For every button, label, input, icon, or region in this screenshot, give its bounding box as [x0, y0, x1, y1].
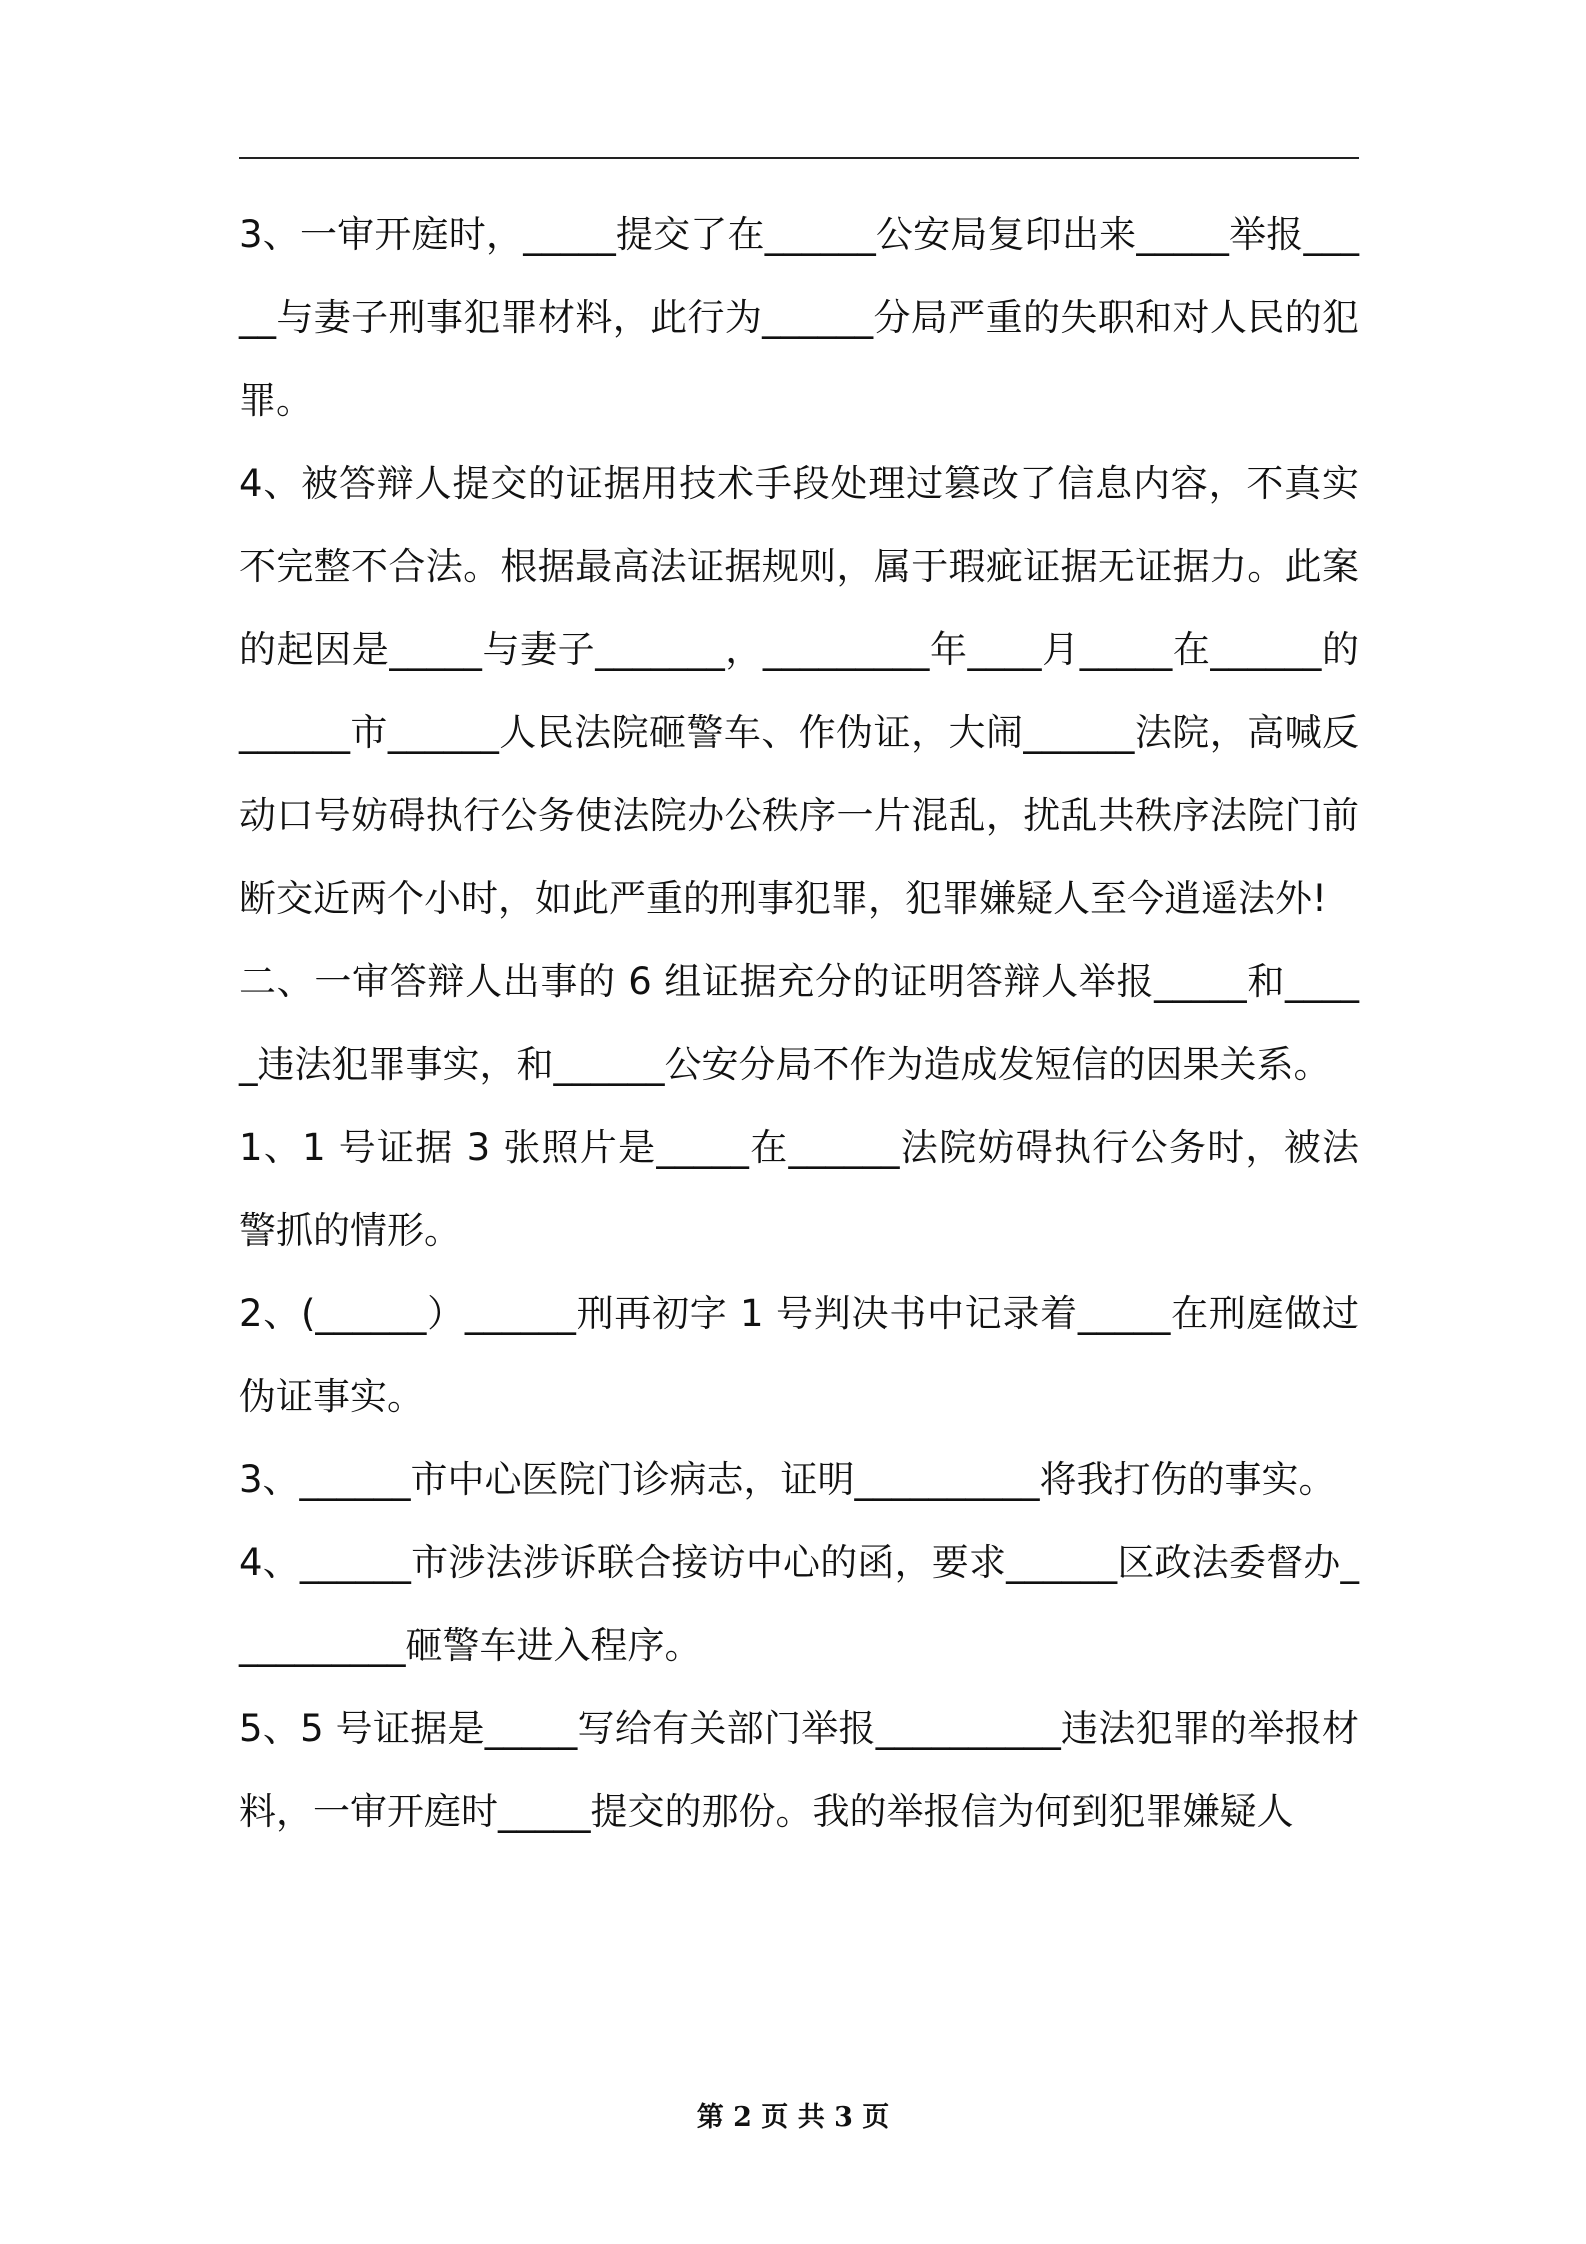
paragraph: 3、______市中心医院门诊病志，证明__________将我打伤的事实。 [239, 1458, 1336, 1501]
document-body [239, 193, 1359, 1853]
paragraph: 4、______市涉法涉诉联合接访中心的函，要求______区政法委督办__________砸警车进入程序。 [239, 1541, 1359, 1667]
page-number: 第 2 页 共 3 页 [696, 2102, 890, 2133]
paragraph: 3、一审开庭时，_____提交了在______公安局复印出来_____举报_____与妻子刑事犯罪材料，此行为______分局严重的失职和对人民的犯罪。 [239, 213, 1359, 422]
paragraph: 4、被答辩人提交的证据用技术手段处理过篡改了信息内容，不真实不完整不合法。根据最高法证据规则，属于瑕疵证据无证据力。此案的起因是_____与妻子_______，_________年____月_____在______的______市______人民法院砸警车、作伪证，大闹______法院，高喊反动口号妨碍执行公务使法院办公秩序一片混乱，扰乱共秩序法院门前断交近两个小时，如此严重的刑事犯罪，犯罪嫌疑人至今逍遥法外! [239, 462, 1359, 920]
paragraph: 2、(______）______刑再初字 1 号判决书中记录着_____在刑庭做过伪证事实。 [239, 1292, 1359, 1418]
paragraph: 二、一审答辩人出事的 6 组证据充分的证明答辩人举报_____和_____违法犯罪事实，和______公安分局不作为造成发短信的因果关系。 [239, 960, 1359, 1086]
paragraph: 5、5 号证据是_____写给有关部门举报__________违法犯罪的举报材料，一审开庭时_____提交的那份。我的举报信为何到犯罪嫌疑人 [239, 1707, 1359, 1833]
header-rule [239, 157, 1359, 159]
paragraph: 1、1 号证据 3 张照片是_____在______法院妨碍执行公务时，被法警抓的情形。 [239, 1126, 1359, 1252]
